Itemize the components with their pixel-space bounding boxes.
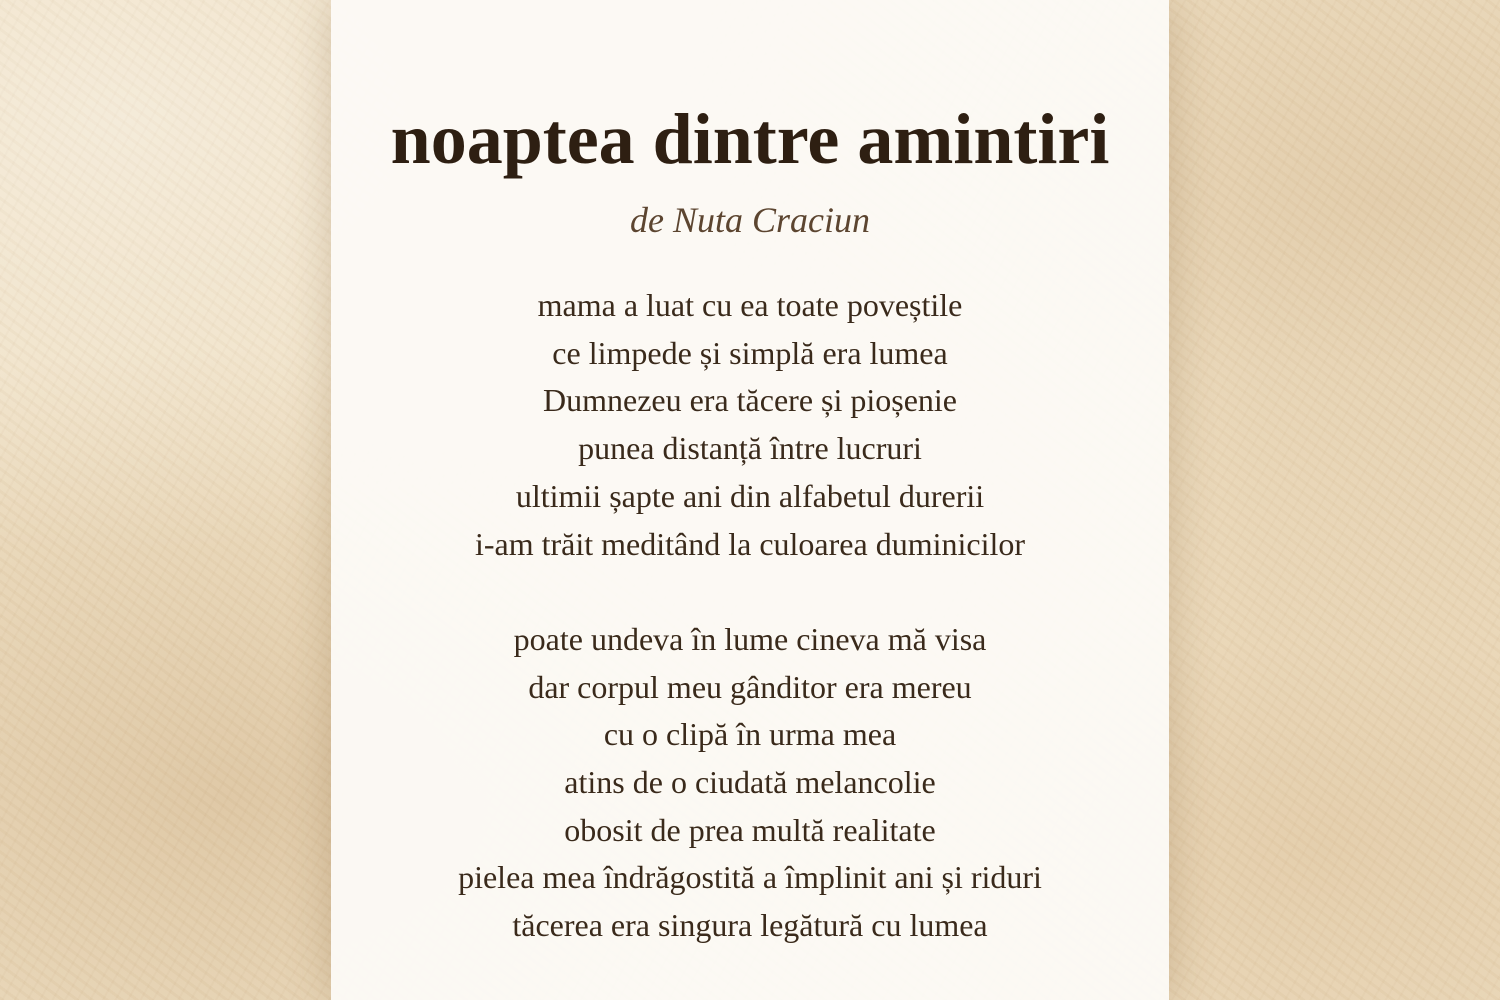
stanza-1 — [331, 282, 1169, 568]
verse-line: atins de o ciudată melancolie — [564, 764, 936, 801]
verse-line: Dumnezeu era tăcere și pioșenie — [542, 382, 957, 419]
poem-author: de Nuta Craciun — [630, 200, 870, 240]
verse-line: i-am trăit meditând la culoarea duminicilor — [474, 525, 1025, 562]
verse-line: tăcerea era singura legătură cu lumea — [512, 907, 988, 944]
verse-line: ce limpede și simplă era lumea — [552, 334, 948, 371]
stanza-2 — [331, 616, 1169, 950]
verse-line: obosit de prea multă realitate — [564, 811, 936, 848]
verse-line: pielea mea îndrăgostită a împlinit ani și riduri — [458, 859, 1042, 896]
verse-line: cu o clipă în urma mea — [603, 716, 897, 753]
poem-title: noaptea dintre amintiri — [390, 99, 1110, 179]
poem-body — [331, 282, 1169, 998]
verse-line: mama a luat cu ea toate poveștile — [537, 287, 963, 323]
verse-line: ultimii șapte ani din alfabetul durerii — [515, 477, 985, 514]
verse-line: punea distanță între lucruri — [578, 430, 922, 467]
verse-line: dar corpul meu gânditor era mereu — [528, 668, 972, 705]
poem-page — [331, 0, 1169, 1000]
verse-line: poate undeva în lume cineva mă visa — [513, 620, 987, 657]
